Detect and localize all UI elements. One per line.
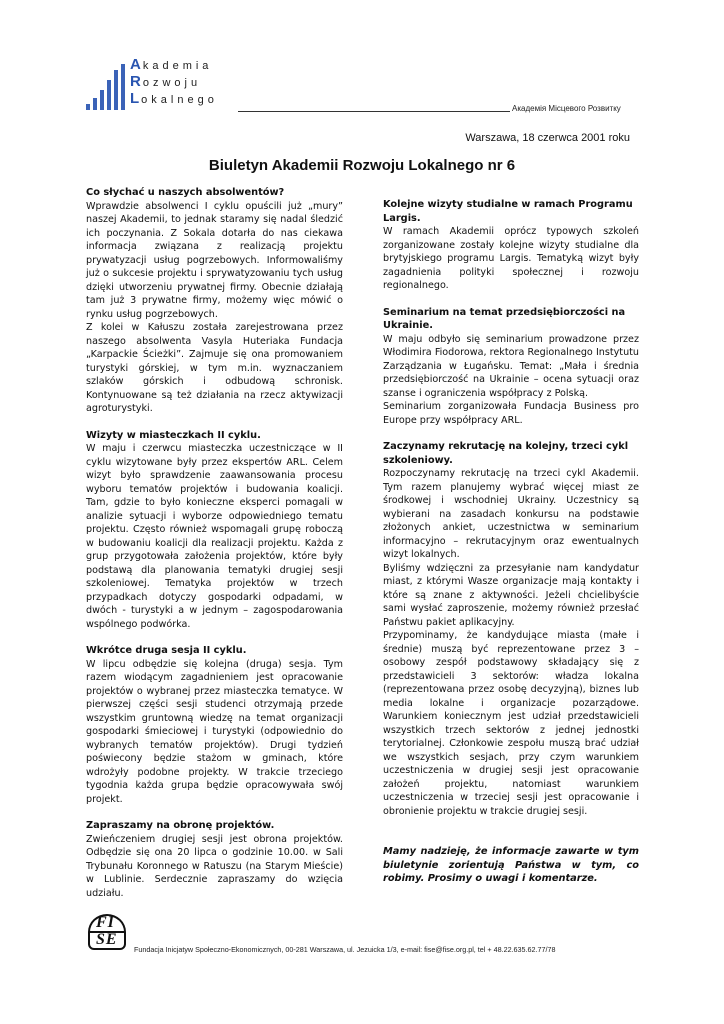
section-heading: Kolejne wizyty studialne w ramach Programu Largis. [383,199,633,224]
arl-logo [86,56,246,114]
section-body: W maju odbyło się seminarium prowadzone przez Włodimira Fiodorowa, rektora Regionalnego Instytutu Zarządzania w Ługańsku. Temat: „Mała i średnia przedsiębiorczość na Ukrainie – ocena sytuacji oraz szanse i ograniczenia współpracy z Polską. Seminarium zorganizowała Fundacja Business pro Europe przy współpracy ARL. [383,333,639,426]
logo-line-lokalnego: Lokalnego [130,90,218,107]
section-absolwenci [86,186,343,416]
section-body: Wprawdzie absolwenci I cyklu opuścili już „mury” naszej Akademii, to jednak staramy się nadal śledzić ich poczynania. Z Sokala dotarła do nas ciekawa informacja związana z realizacją projektu prywatyzacji usług pogrzebowych. Informowaliśmy już o sukcesie projektu i sprywatyzowaniu tych usług dzięki utworzeniu prywatnej firmy. Obecnie działają tam już 3 prywatne firmy, możemy więc mówić o rynku usług pogrzebowych. Z kolei w Kałuszu została zarejestrowana przez naszego absolwenta Vasyla Huteriaka Fundacja „Karpackie Ścieżki”. Zajmuje się ona promowaniem turystyki górskiej, w tym m.in. wyznaczaniem szlaków górskich i odbudową schronisk. Kontynuowane są też działania na rzecz aktywizacji agroturystyki. [86,200,343,414]
header-org-ukrainian: Академія Місцевого Розвитку [512,104,621,113]
logo-line-akademia: Akademia [130,56,213,73]
section-heading: Wizyty w miasteczkach II cyklu. [86,429,261,441]
fise-logo-top: FI [96,914,115,931]
section-heading: Zaczynamy rekrutację na kolejny, trzeci cykl szkoleniowy. [383,441,629,466]
section-druga-sesja [86,644,343,806]
section-body: W ramach Akademii oprócz typowych szkoleń zorganizowane zostały kolejne wizyty studialne dla brytyjskiego programu Largis. Tematyką wizyt były zagadnienia polityki społecznej i rozwoju regionalnego. [383,226,639,291]
section-heading: Zapraszamy na obronę projektów. [86,820,275,831]
left-column [86,186,343,900]
fise-logo-bottom: SE [96,931,118,948]
section-obrona [86,819,343,900]
section-heading: Wkrótce druga sesja II cyklu. [86,645,247,656]
section-rekrutacja [383,440,639,818]
section-body: W maju i czerwcu miasteczka uczestniczące w II cyklu wizytowane były przez ekspertów ARL. Celem wizyt było sprawdzenie zaawansowania procesu wyboru tematów projektów i budowania koalicji. Tam, gdzie to było konieczne eksperci pomagali w analizie sytuacji i wyborze odpowiedniego tematu projektu. Często również wspomagali grupę roboczą w budowaniu koalicji dla realizacji projektu. Każda z grup przygotowała założenia projektów, które były podstawą dla planowania tematyki drugiej sesji szkoleniowej. Tematyka projektów w trzech przypadkach dotyczy gospodarki odpadami, w dwóch - turystyki a w jednym – zagospodarowania wspólnego podwórka. [86,443,343,630]
document-title: Biuletyn Akademii Rozwoju Lokalnego nr 6 [208,157,516,174]
section-body: Zwieńczeniem drugiej sesji jest obrona projektów. Odbędzie się ona 20 lipca o godzinie 10.00. w Sali Trybunału Koronnego w Ratuszu (na Starym Mieście) w Lublinie. Serdecznie zapraszamy do wzięcia udziału. [86,833,343,899]
document-date: Warszawa, 18 czerwca 2001 roku [465,132,630,144]
footer-address: Fundacja Inicjatyw Społeczno-Ekonomicznych, 00-281 Warszawa, ul. Jezuicka 1/3, e-mail: fise@fise.org.pl, tel + 48.22.635.62.77/78 [134,945,556,954]
section-body: W lipcu odbędzie się kolejna (druga) sesja. Tym razem wiodącym zagadnieniem jest opracowanie projektów o wybranej przez miasteczka tematyce. W pierwszej części sesji studenci otrzymają przede wszystkim gruntowną wiedzę na temat organizacji gospodarki śmieciowej i turystyki (odpowiednio do wybranych tematów projektów). Drugi tydzień poświecony będzie stażom w gminach, które wdrożyły podobne projekty. W trakcie trzeciego tygodnia każda grupa będzie opracowywała swój projekt. [86,658,343,805]
section-body: Rozpoczynamy rekrutację na trzeci cykl Akademii. Tym razem planujemy wybrać więcej miast ze środkowej i wschodniej Ukrainy. Uczestnicy są wybierani na zasadach konkursu na podstawie złożonych ankiet, uczestnictwa w seminarium informacyjno – rekrutacyjnym oraz ewentualnych wizyt lokalnych. Byliśmy wdzięczni za przesyłanie nam kandydatur miast, z którymi Wasze organizacje mają kontakty i które są znane z aktywności. Jeżeli chcielibyście sami wysłać zaproszenie, możemy również przesłać Państwu pakiet aplikacyjny. Przypominamy, że kandydujące miasta (małe i średnie) muszą być reprezentowane przez 3 – osobowy zespół podstawowy składający się z przedstawicieli 3 sektorów: władza lokalna (reprezentowana przez osobę decyzyjną), biznes lub media lokalne i organizacje pozarządowe. Warunkiem koniecznym jest udział przedstawicieli wszystkich trzech sektorów z jednej jednostki terytorialnej. Członkowie zespołu muszą brać udział we wszystkich sesjach, przy czym warunkiem uczestniczenia w drugiej sesji jest opracowanie założeń projektu, natomiast warunkiem uczestniczenia w trzeciej sesji jest opracowanie i obronienie projektu w trakcie drugiej sesji. [383,468,639,817]
section-largis [383,198,639,293]
header-divider [238,111,510,112]
closing-note: Mamy nadzieję, że informacje zawarte w tym biuletynie zorientują Państwa w tym, co robimy. Prosimy o uwagi i komentarze. [383,846,639,884]
section-heading: Co słychać u naszych absolwentów? [86,187,285,198]
section-heading: Seminarium na temat przedsiębiorczości na Ukrainie. [383,306,626,331]
logo-line-rozwoju: Rozwoju [130,73,202,90]
fise-logo [86,912,128,950]
right-column [383,198,639,886]
section-seminarium [383,306,639,428]
section-wizyty [86,429,343,632]
